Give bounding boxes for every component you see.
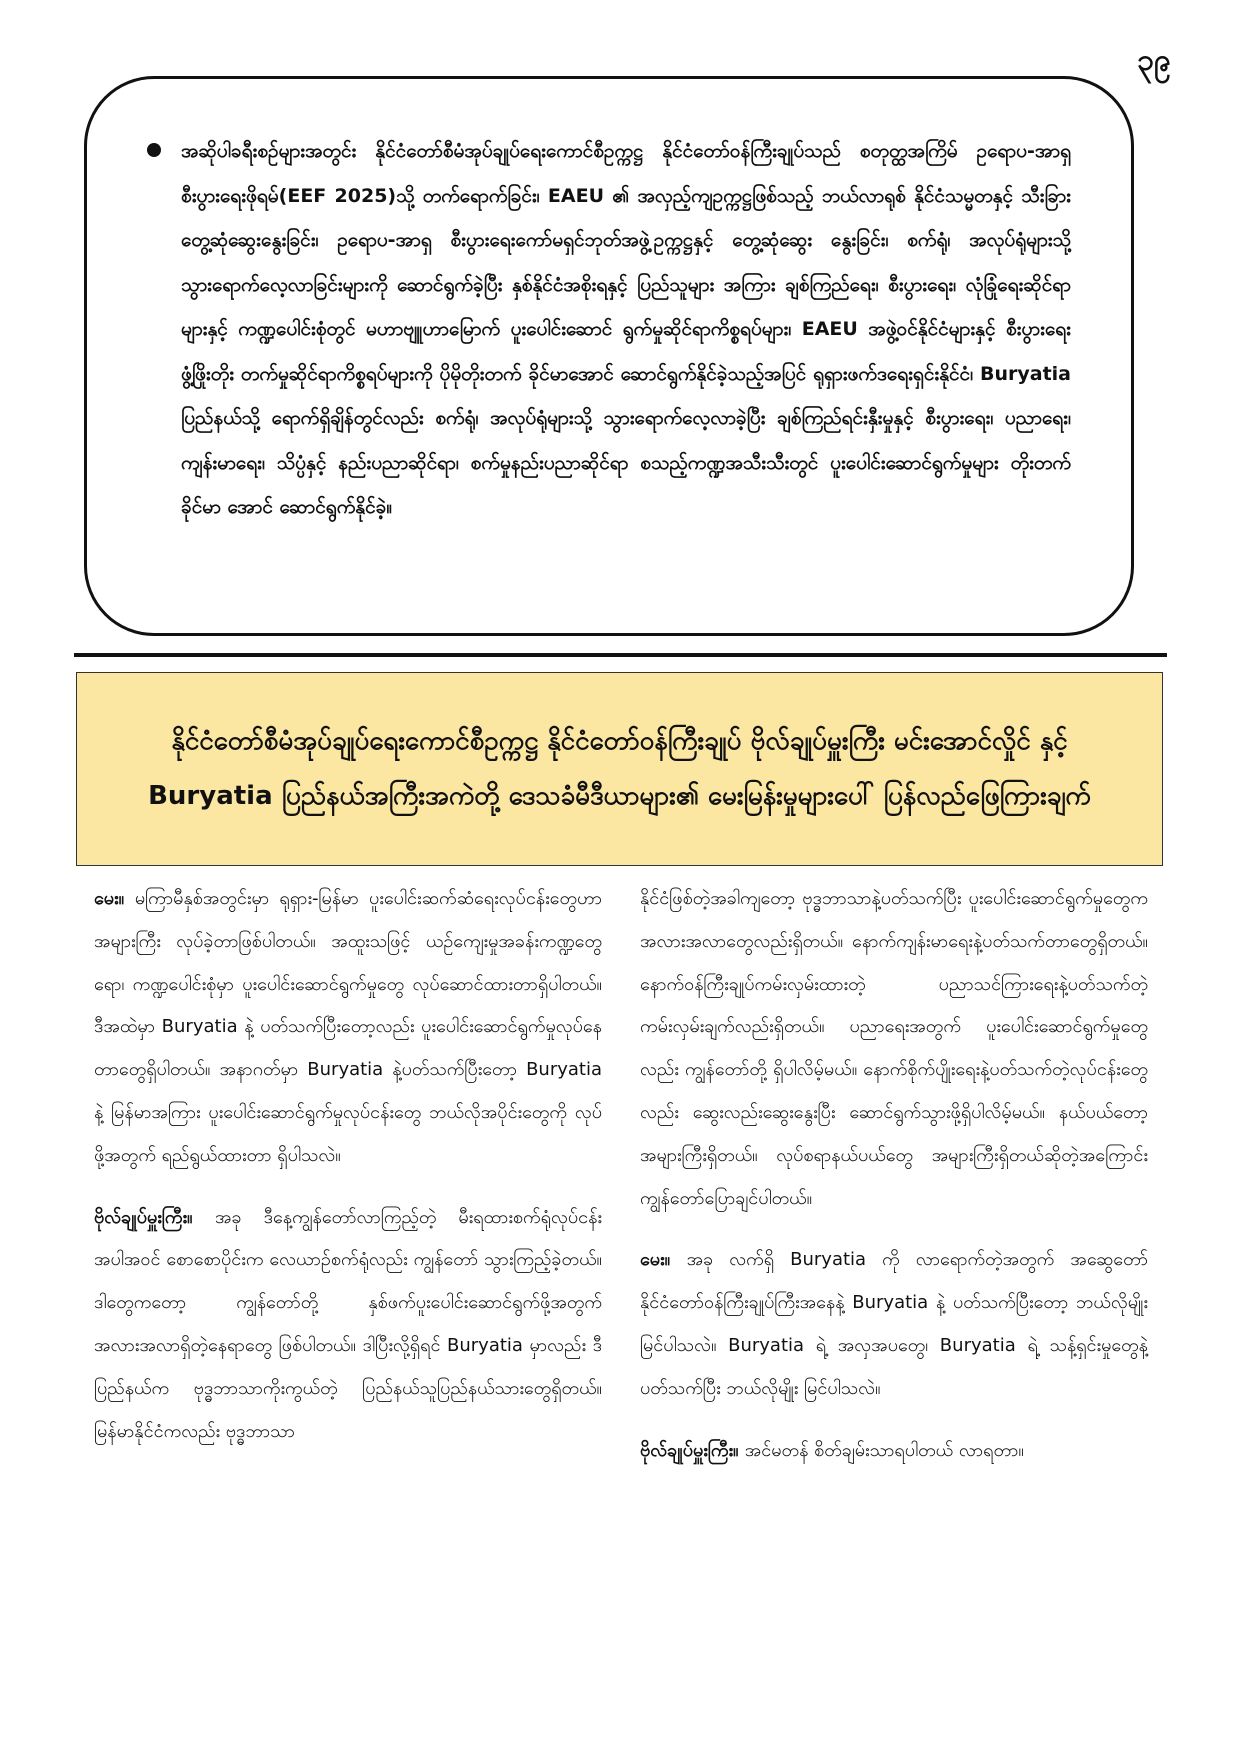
qa-paragraph xyxy=(94,878,602,1178)
paragraph-text: အခု လက်ရှိ Buryatia ကို လာရောက်တဲ့အတွက် အဆွေတော် နိုင်ငံတော်ဝန်ကြီးချုပ်ကြီးအနေနဲ့ Buryatia နဲ့ ပတ်သက်ပြီးတော့ ဘယ်လိုမျိုး မြင်ပါသလဲ။ Buryatia ရဲ့ အလှအပတွေ၊ Buryatia ရဲ့ သန့်ရှင်းမှုတွေနဲ့ ပတ်သက်ပြီး ဘယ်လိုမျိုး မြင်ပါသလဲ။ xyxy=(640,1249,1149,1399)
qa-paragraph xyxy=(640,1239,1148,1410)
paragraph-text: မကြာမီနှစ်အတွင်းမှာ ရုရှား-မြန်မာ ပူးပေါင်းဆက်ဆံရေးလုပ်ငန်းတွေဟာ အများကြီး လုပ်ခဲ့တာဖြစ်ပါတယ်။ အထူးသဖြင့် ယဉ်ကျေးမှုအခန်းကဏ္ဍတွေရော၊ ကဏ္ဍပေါင်းစုံမှာ ပူးပေါင်းဆောင်ရွက်မှုတွေ လုပ်ဆောင်ထားတာရှိပါတယ်။ ဒီအထဲမှာ Buryatia နဲ့ ပတ်သက်ပြီးတော့လည်း ပူးပေါင်းဆောင်ရွက်မှုလုပ်နေတာတွေရှိပါတယ်။ အနာဂတ်မှာ Buryatia နဲ့ပတ်သက်ပြီးတော့ Buryatia နဲ့ မြန်မာအကြား ပူးပေါင်းဆောင်ရွက်မှုလုပ်ငန်းတွေ ဘယ်လိုအပိုင်းတွေကို လုပ်ဖို့အတွက် ရည်ရွယ်ထားတာ ရှိပါသလဲ။ xyxy=(94,888,602,1166)
paragraph-text: အင်မတန် စိတ်ချမ်းသာရပါတယ် လာရတာ။ xyxy=(744,1439,1024,1461)
paragraph-text: နိုင်ငံဖြစ်တဲ့အခါကျတော့ ဗုဒ္ဓဘာသာနဲ့ပတ်သက်ပြီး ပူးပေါင်းဆောင်ရွက်မှုတွေက အလားအလာတွေလည်းရှိတယ်။ နောက်ကျန်းမာရေးနဲ့ပတ်သက်တာတွေရှိတယ်။ နောက်ဝန်ကြီးချုပ်ကမ်းလှမ်းထားတဲ့ ပညာသင်ကြားရေးနဲ့ပတ်သက်တဲ့ ကမ်းလှမ်းချက်လည်းရှိတယ်။ ပညာရေးအတွက် ပူးပေါင်းဆောင်ရွက်မှုတွေလည်း ကျွန်တော်တို့ ရှိပါလိမ့်မယ်။ နောက်စိုက်ပျိုးရေးနဲ့ပတ်သက်တဲ့လုပ်ငန်းတွေလည်း ဆွေးလည်းဆွေးနွေးပြီး ဆောင်ရွက်သွားဖို့ရှိပါလိမ့်မယ်။ နယ်ပယ်တော့ အများကြီးရှိတယ်။ လုပ်စရာနယ်ပယ်တွေ အများကြီးရှိတယ်ဆိုတဲ့အကြောင်း ကျွန်တော်ပြောချင်ပါတယ်။ xyxy=(640,888,1148,1209)
speaker-label: ဗိုလ်ချုပ်မှူးကြီး။ xyxy=(640,1439,745,1461)
qa-paragraph xyxy=(94,1197,602,1454)
section-divider xyxy=(74,653,1167,657)
qa-paragraph xyxy=(640,878,1148,1220)
page-number: ၃၉ xyxy=(1137,43,1171,78)
left-column xyxy=(94,878,602,1472)
right-column xyxy=(640,878,1148,1491)
intro-summary-box xyxy=(84,76,1134,636)
speaker-label: မေး။ xyxy=(94,888,135,909)
article-title: နိုင်ငံတော်စီမံအုပ်ချုပ်ရေးကောင်စီဥက္ကဋ္ဌ နိုင်ငံတော်ဝန်ကြီးချုပ် ဗိုလ်ချုပ်မှူးကြီး မင်းအောင်လှိုင် နှင့် Buryatia ပြည်နယ်အကြီးအကဲတို့ ဒေသခံမီဒီယာများ၏ မေးမြန်းမှုများပေါ် ပြန်လည်ဖြေကြားချက် xyxy=(148,726,1091,811)
speaker-label: ဗိုလ်ချုပ်မှူးကြီး။ xyxy=(94,1206,215,1228)
speaker-label: မေး။ xyxy=(640,1249,687,1271)
article-heading-box xyxy=(76,672,1163,866)
qa-paragraph xyxy=(640,1430,1148,1473)
bullet-icon xyxy=(147,143,161,157)
intro-bullet-item xyxy=(181,129,1071,530)
paragraph-text: အခု ဒီနေ့ကျွန်တော်လာကြည့်တဲ့ မီးရထားစက်ရုံလုပ်ငန်းအပါအဝင် စောစောပိုင်းက လေယာဉ်စက်ရုံလည်း ကျွန်တော် သွားကြည့်ခဲ့တယ်။ ဒါတွေကတော့ ကျွန်တော်တို့ နှစ်ဖက်ပူးပေါင်းဆောင်ရွက်ဖို့အတွက် အလားအလာရှိတဲ့နေရာတွေ ဖြစ်ပါတယ်။ ဒါပြီးလို့ရှိရင် Buryatia မှာလည်း ဒီပြည်နယ်က ဗုဒ္ဓဘာသာကိုးကွယ်တဲ့ ပြည်နယ်သူပြည်နယ်သားတွေရှိတယ်။ မြန်မာနိုင်ငံကလည်း ဗုဒ္ဓဘာသာ xyxy=(94,1206,602,1442)
intro-bullet-text: အဆိုပါခရီးစဉ်များအတွင်း နိုင်ငံတော်စီမံအုပ်ချုပ်ရေးကောင်စီဥက္ကဋ္ဌ နိုင်ငံတော်ဝန်ကြီးချုပ်သည် စတုတ္ထအကြိမ် ဥရောပ-အာရှ စီးပွားရေးဖိုရမ်(EEF 2025)သို့ တက်ရောက်ခြင်း၊ EAEU ၏ အလှည့်ကျဥက္ကဋ္ဌဖြစ်သည့် ဘယ်လာရုစ် နိုင်ငံသမ္မတနှင့် သီးခြားတွေ့ဆုံဆွေးနွေးခြင်း၊ ဥရောပ-အာရှ စီးပွားရေးကော်မရှင်ဘုတ်အဖွဲ့ဥက္ကဋ္ဌနှင့် တွေ့ဆုံဆွေး နွေးခြင်း၊ စက်ရုံ၊ အလုပ်ရုံများသို့ သွားရောက်လေ့လာခြင်းများကို ဆောင်ရွက်ခဲ့ပြီး နှစ်နိုင်ငံအစိုးရနှင့် ပြည်သူများ အကြား ချစ်ကြည်ရေး၊ စီးပွားရေး၊ လုံခြုံရေးဆိုင်ရာများနှင့် ကဏ္ဍပေါင်းစုံတွင် မဟာဗျူဟာမြောက် ပူးပေါင်းဆောင် ရွက်မှုဆိုင်ရာကိစ္စရပ်များ၊ EAEU အဖွဲ့ဝင်နိုင်ငံများနှင့် စီးပွားရေးဖွံ့ဖြိုးတိုး တက်မှုဆိုင်ရာကိစ္စရပ်များကို ပိုမိုတိုးတက် ခိုင်မာအောင် ဆောင်ရွက်နိုင်ခဲ့သည့်အပြင် ရုရှားဖက်ဒရေးရှင်းနိုင်ငံ၊ Buryatia ပြည်နယ်သို့ ရောက်ရှိချိန်တွင်လည်း စက်ရုံ၊ အလုပ်ရုံများသို့ သွားရောက်လေ့လာခဲ့ပြီး ချစ်ကြည်ရင်းနှီးမှုနှင့် စီးပွားရေး၊ ပညာရေး၊ ကျန်းမာရေး၊ သိပ္ပံနှင့် နည်းပညာဆိုင်ရာ၊ စက်မှုနည်းပညာဆိုင်ရာ စသည့်ကဏ္ဍအသီးသီးတွင် ပူးပေါင်းဆောင်ရွက်မှုများ တိုးတက်ခိုင်မာ အောင် ဆောင်ရွက်နိုင်ခဲ့။ xyxy=(181,140,1071,518)
intro-bullet-list xyxy=(147,129,1071,530)
